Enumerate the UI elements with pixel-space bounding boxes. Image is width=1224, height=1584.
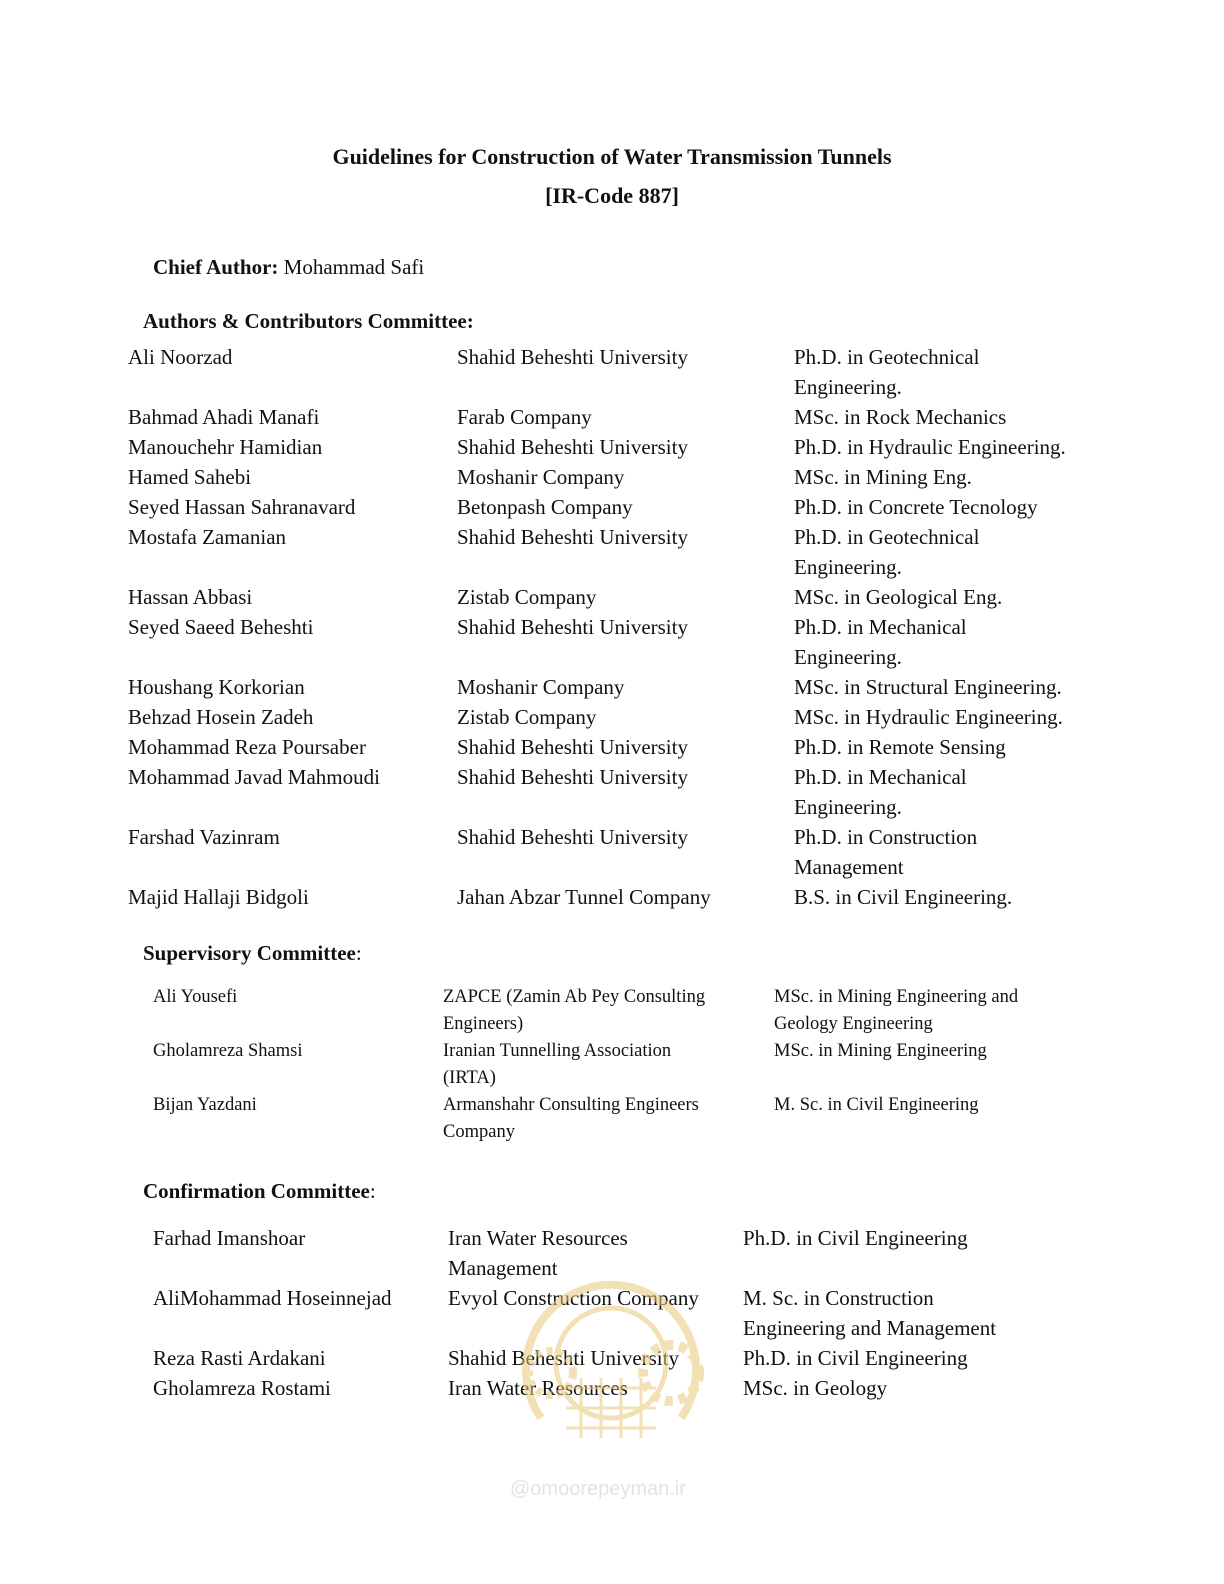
member-affiliation: Shahid Beheshti University — [457, 765, 688, 789]
supervisory-row — [153, 1038, 1053, 1092]
member-name: Gholamreza Rostami — [153, 1376, 331, 1400]
member-name: Ali Noorzad — [128, 345, 233, 369]
member-name: Mohammad Javad Mahmoudi — [128, 765, 380, 789]
member-degree: Ph.D. in Construction Management — [794, 825, 978, 879]
member-name: Hamed Sahebi — [128, 465, 252, 489]
member-name: Mostafa Zamanian — [128, 525, 287, 549]
authors-row — [128, 762, 1088, 822]
member-name: Bijan Yazdani — [153, 1095, 257, 1115]
chief-author — [153, 255, 424, 280]
member-affiliation: Shahid Beheshti University — [457, 825, 688, 849]
authors-heading: Authors & Contributors Committee: — [143, 309, 474, 333]
member-name: Hassan Abbasi — [128, 585, 253, 609]
member-degree: B.S. in Civil Engineering. — [794, 885, 1013, 909]
member-affiliation: Shahid Beheshti University — [457, 525, 688, 549]
member-degree: M. Sc. in Civil Engineering — [774, 1095, 979, 1115]
authors-row — [128, 522, 1088, 582]
chief-author-name: Mohammad Safi — [283, 255, 425, 279]
member-affiliation: ZAPCE (Zamin Ab Pey Consulting Engineers) — [443, 987, 706, 1034]
member-affiliation: Jahan Abzar Tunnel Company — [457, 885, 711, 909]
member-name: Farhad Imanshoar — [153, 1226, 306, 1250]
member-affiliation: Armanshahr Consulting Engineers Company — [443, 1095, 699, 1142]
member-degree: Ph.D. in Geotechnical Engineering. — [794, 345, 980, 399]
member-affiliation: Zistab Company — [457, 585, 597, 609]
member-name: Majid Hallaji Bidgoli — [128, 885, 309, 909]
member-degree: Ph.D. in Hydraulic Engineering. — [794, 435, 1066, 459]
authors-row — [128, 672, 1088, 702]
authors-row — [128, 582, 1088, 612]
member-degree: MSc. in Mining Engineering — [774, 1041, 987, 1061]
member-affiliation: Iran Water Resources — [448, 1376, 628, 1400]
member-degree: MSc. in Geological Eng. — [794, 585, 1003, 609]
member-degree: Ph.D. in Civil Engineering — [743, 1346, 968, 1370]
member-affiliation: Shahid Beheshti University — [457, 735, 688, 759]
member-affiliation: Betonpash Company — [457, 495, 633, 519]
supervisory-heading: Supervisory Committee: — [143, 941, 362, 965]
member-name: Ali Yousefi — [153, 987, 238, 1007]
member-affiliation: Moshanir Company — [457, 675, 625, 699]
member-name: AliMohammad Hoseinnejad — [153, 1286, 392, 1310]
document-code: [IR-Code 887] — [545, 183, 679, 208]
member-affiliation: Iran Water Resources Management — [448, 1226, 628, 1280]
member-degree: Ph.D. in Geotechnical Engineering. — [794, 525, 980, 579]
member-degree: M. Sc. in Construction Engineering and Management — [743, 1286, 997, 1340]
authors-row — [128, 462, 1088, 492]
member-affiliation: Shahid Beheshti University — [457, 615, 688, 639]
member-name: Gholamreza Shamsi — [153, 1041, 303, 1061]
member-degree: MSc. in Mining Engineering and Geology Engineering — [774, 987, 1019, 1034]
member-affiliation: Evyol Construction Company — [448, 1286, 699, 1310]
authors-row — [128, 342, 1088, 402]
confirmation-heading: Confirmation Committee: — [143, 1179, 376, 1203]
member-name: Reza Rasti Ardakani — [153, 1346, 326, 1370]
authors-row — [128, 492, 1088, 522]
watermark-text: @omoorepeyman.ir — [510, 1478, 686, 1500]
watermark-seal-logo — [496, 1268, 726, 1458]
member-degree: Ph.D. in Civil Engineering — [743, 1226, 968, 1250]
authors-row — [128, 432, 1088, 462]
member-degree: MSc. in Hydraulic Engineering. — [794, 705, 1063, 729]
member-affiliation: Shahid Beheshti University — [448, 1346, 679, 1370]
authors-row — [128, 402, 1088, 432]
member-affiliation: Zistab Company — [457, 705, 597, 729]
chief-author-label: Chief Author: — [153, 255, 279, 279]
member-name: Manouchehr Hamidian — [128, 435, 323, 459]
member-degree: MSc. in Geology — [743, 1376, 888, 1400]
authors-row — [128, 702, 1088, 732]
member-name: Mohammad Reza Poursaber — [128, 735, 366, 759]
member-name: Farshad Vazinram — [128, 825, 280, 849]
member-affiliation: Iranian Tunnelling Association (IRTA) — [443, 1041, 672, 1088]
member-name: Houshang Korkorian — [128, 675, 305, 699]
member-affiliation: Shahid Beheshti University — [457, 345, 688, 369]
member-name: Seyed Hassan Sahranavard — [128, 495, 356, 519]
authors-row — [128, 882, 1088, 912]
member-degree: Ph.D. in Remote Sensing — [794, 735, 1006, 759]
authors-row — [128, 612, 1088, 672]
member-name: Bahmad Ahadi Manafi — [128, 405, 320, 429]
member-degree: MSc. in Rock Mechanics — [794, 405, 1007, 429]
member-degree: MSc. in Mining Eng. — [794, 465, 972, 489]
document-title: Guidelines for Construction of Water Transmission Tunnels — [332, 144, 892, 169]
member-degree: Ph.D. in Concrete Tecnology — [794, 495, 1038, 519]
member-degree: Ph.D. in Mechanical Engineering. — [794, 765, 967, 819]
member-affiliation: Shahid Beheshti University — [457, 435, 688, 459]
supervisory-row — [153, 1092, 1053, 1146]
member-affiliation: Moshanir Company — [457, 465, 625, 489]
supervisory-row — [153, 984, 1053, 1038]
member-name: Behzad Hosein Zadeh — [128, 705, 314, 729]
member-affiliation: Farab Company — [457, 405, 592, 429]
member-name: Seyed Saeed Beheshti — [128, 615, 314, 639]
authors-row — [128, 732, 1088, 762]
authors-row — [128, 822, 1088, 882]
member-degree: MSc. in Structural Engineering. — [794, 675, 1062, 699]
member-degree: Ph.D. in Mechanical Engineering. — [794, 615, 967, 669]
